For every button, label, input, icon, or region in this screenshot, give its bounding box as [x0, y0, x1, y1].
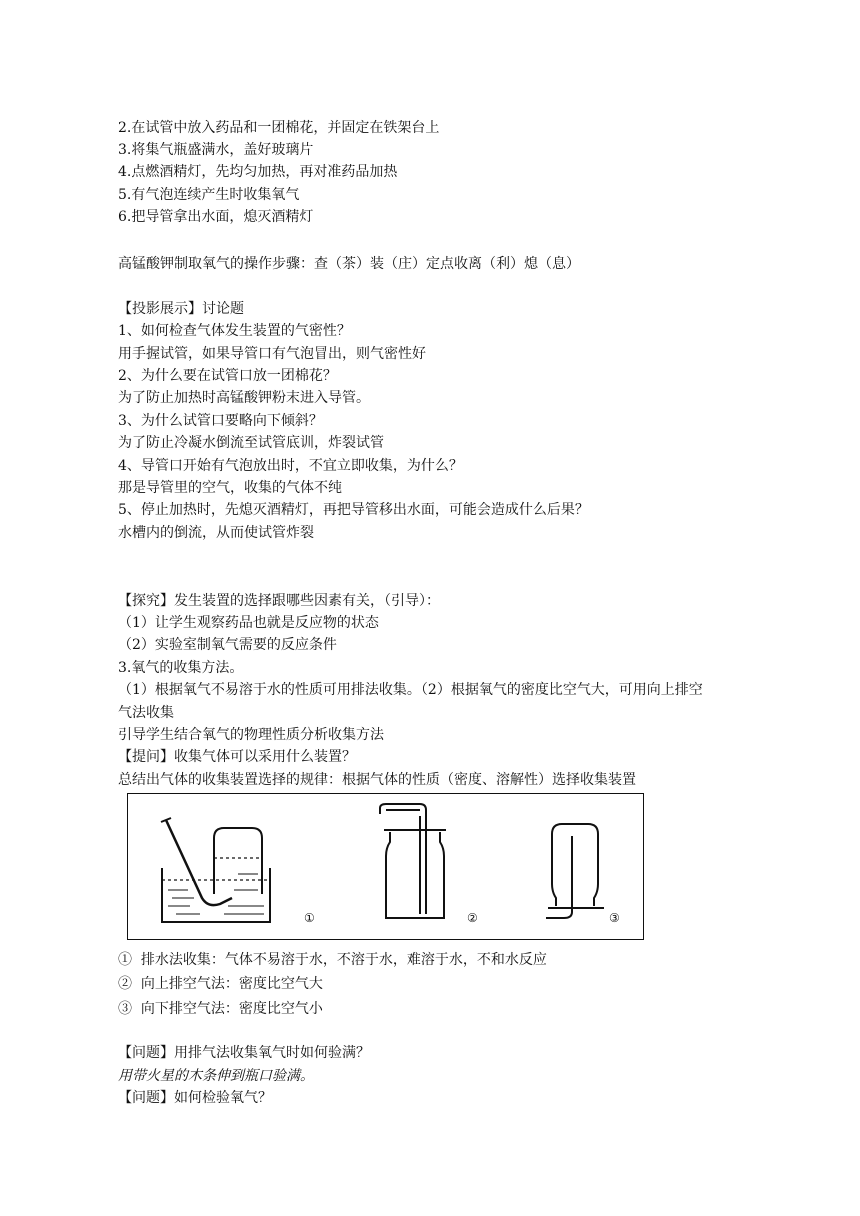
discussion-line: 为了防止冷凝水倒流至试管底训，炸裂试管	[118, 435, 384, 451]
step-line: 3.将集气瓶盛满水，盖好玻璃片	[118, 142, 314, 158]
inverted-bottle	[214, 828, 262, 894]
step-line: 2.在试管中放入药品和一团棉花，并固定在铁架台上	[118, 120, 440, 136]
step-line: 6.把导管拿出水面，熄灭酒精灯	[118, 209, 314, 225]
explore-line: 气法收集	[118, 705, 174, 721]
hanging-tube	[546, 836, 572, 918]
upright-bottle	[386, 832, 444, 918]
method-line: ② 向上排空气法：密度比空气大	[118, 976, 323, 992]
question-heading: 【问题】用排气法收集氧气时如何验满？	[118, 1045, 370, 1061]
explore-line: （2）实验室制氧气需要的反应条件	[118, 637, 337, 653]
question-heading: 【问题】如何检验氧气？	[118, 1090, 272, 1106]
discussion-line: 用手握试管，如果导管口有气泡冒出，则气密性好	[118, 346, 426, 362]
explore-line: 【探究】发生装置的选择跟哪些因素有关，（引导）：	[118, 593, 440, 609]
explore-line: 总结出气体的收集装置选择的规律：根据气体的性质（密度、溶解性）选择收集装置	[118, 772, 636, 788]
figure-label-3: ③	[609, 911, 620, 925]
explore-line: 【提问】收集气体可以采用什么装置？	[118, 749, 356, 765]
explore-line: 3.氧气的收集方法。	[118, 660, 244, 676]
figure-label-2: ②	[467, 911, 478, 925]
explore-line: （1）让学生观察药品也就是反应物的状态	[118, 615, 379, 631]
summary-line: 高锰酸钾制取氧气的操作步骤：查（茶）装（庄）定点收离（利）熄（息）	[118, 256, 580, 272]
step-line: 5.有气泡连续产生时收集氧气	[118, 187, 300, 203]
step-line: 4.点燃酒精灯，先均匀加热，再对准药品加热	[118, 164, 398, 180]
delivery-tube	[166, 820, 232, 905]
method-line: ③ 向下排空气法：密度比空气小	[118, 1001, 323, 1017]
apparatus-drawing	[128, 794, 645, 941]
discussion-line: 水槽内的倒流，从而使试管炸裂	[118, 525, 314, 541]
hanging-bottle	[552, 824, 598, 906]
discussion-line: 3、为什么试管口要略向下倾斜？	[118, 413, 323, 429]
discussion-line: 1、如何检查气体发生装置的气密性？	[118, 323, 351, 339]
discussion-line: 2、为什么要在试管口放一团棉花？	[118, 368, 337, 384]
explore-line: （1）根据氧气不易溶于水的性质可用排法收集。（2）根据氧气的密度比空气大，可用向上排空	[118, 682, 703, 698]
figure-label-1: ①	[304, 911, 315, 925]
discussion-heading: 【投影展示】讨论题	[118, 301, 244, 317]
discussion-line: 4、导管口开始有气泡放出时，不宜立即收集，为什么？	[118, 458, 463, 474]
explore-line: 引导学生结合氧气的物理性质分析收集方法	[118, 727, 384, 743]
method-line: ① 排水法收集：气体不易溶于水，不溶于水，难溶于水，不和水反应	[118, 952, 547, 968]
discussion-line: 为了防止加热时高锰酸钾粉末进入导管。	[118, 390, 370, 406]
discussion-line: 那是导管里的空气，收集的气体不纯	[118, 480, 342, 496]
question-answer: 用带火星的木条伸到瓶口验满。	[118, 1068, 314, 1084]
gas-collection-figure	[127, 793, 644, 940]
discussion-line: 5、停止加热时，先熄灭酒精灯，再把导管移出水面，可能会造成什么后果？	[118, 502, 589, 518]
